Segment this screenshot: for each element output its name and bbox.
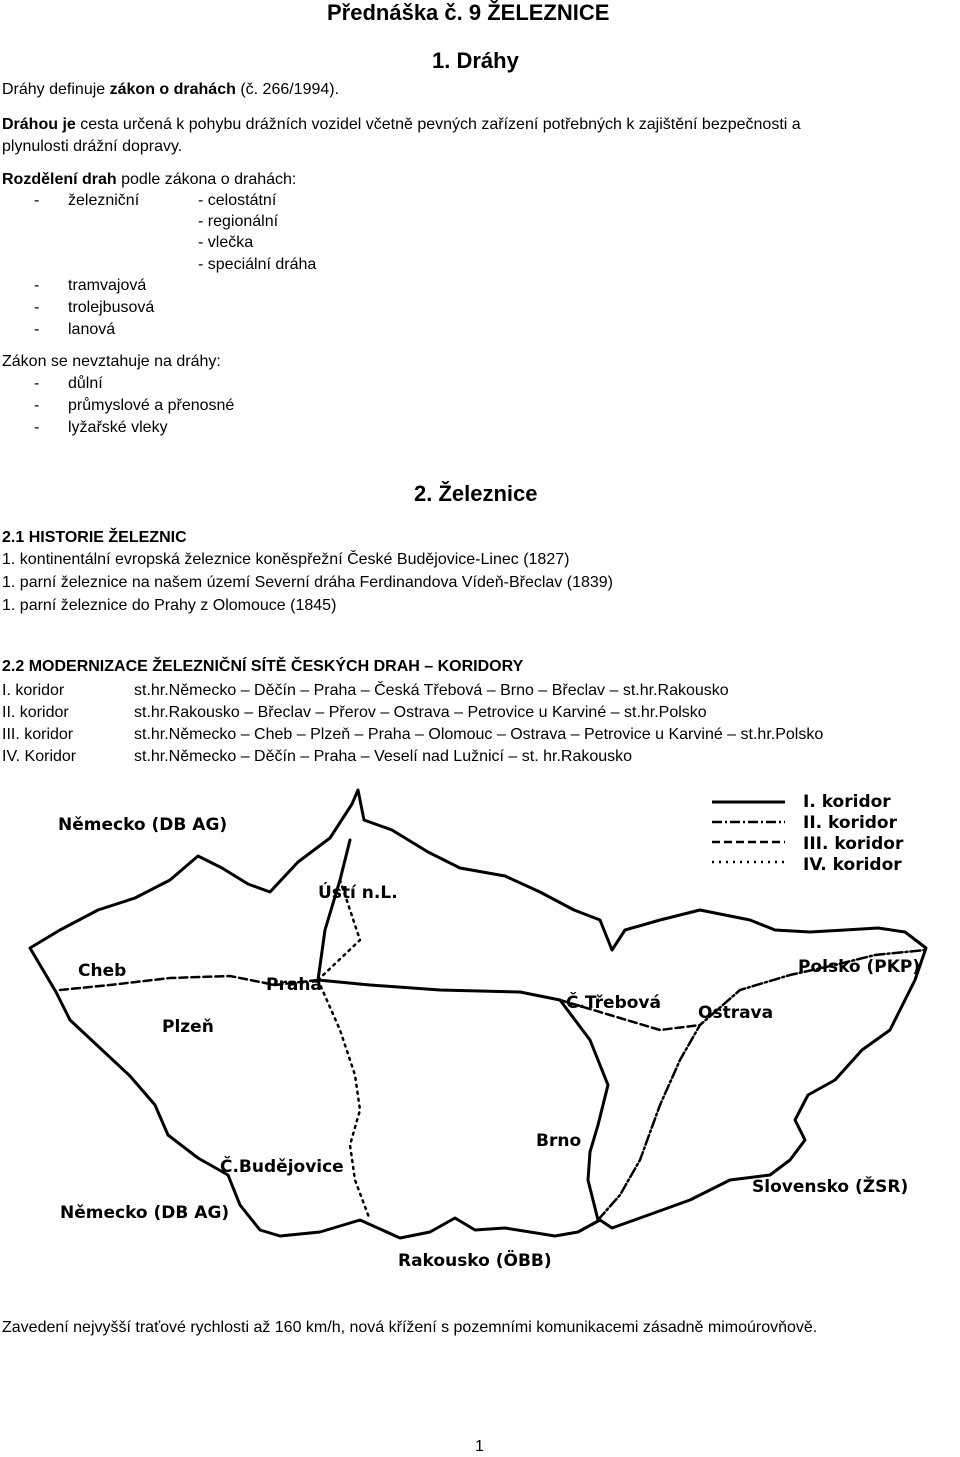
rail-definition-line-2: plynulosti drážní dopravy. (2, 138, 183, 155)
law-definition-line (2, 80, 339, 100)
bullet-dash: - (34, 375, 40, 392)
rail-type: tramvajová (68, 277, 147, 294)
exclusion-item: průmyslové a přenosné (68, 397, 235, 414)
map-label-germany-north: Německo (DB AG) (58, 815, 228, 835)
rail-subtype: - regionální (198, 213, 279, 230)
page-number: 1 (475, 1438, 484, 1455)
map-label-slovakia: Slovensko (ŽSR) (752, 1177, 909, 1197)
corridor-route: st.hr.Německo – Děčín – Praha – Veselí nad Lužnicí – st. hr.Rakousko (134, 748, 633, 765)
czech-republic-outline (30, 790, 926, 1238)
rail-subtype: - vlečka (198, 234, 254, 251)
corridor-route: st.hr.Německo – Děčín – Praha – Česká Třebová – Brno – Břeclav – st.hr.Rakousko (134, 682, 729, 699)
bullet-dash: - (34, 419, 40, 436)
section-2-heading: 2. Železnice (414, 481, 538, 506)
rail-type: trolejbusová (68, 299, 155, 316)
rail-definition-line-1 (2, 115, 801, 135)
history-item: 1. parní železnice na našem území Severní dráha Ferdinandova Vídeň-Břeclav (1839) (2, 574, 614, 591)
bullet-dash: - (34, 277, 40, 294)
rail-definition-text: cesta určená k pohybu drážních vozidel včetně pevných zařízení potřebných k zajištění bezpečnosti a (75, 116, 801, 133)
division-title (2, 170, 296, 190)
bullet-dash: - (34, 397, 40, 414)
bullet-dash: - (34, 299, 40, 316)
legend-label: IV. koridor (803, 855, 902, 875)
exclusions-title: Zákon se nevztahuje na dráhy: (2, 353, 221, 370)
division-title-bold: Rozdělení drah (2, 171, 117, 188)
corridor-label: I. koridor (2, 682, 65, 699)
map-label-ostrava: Ostrava (698, 1003, 774, 1023)
map-label-ceska-trebova: Č.Třebová (566, 993, 661, 1013)
section-1-heading: 1. Dráhy (432, 48, 519, 73)
legend-label: III. koridor (803, 834, 904, 854)
rail-definition-bold: Dráhou je (2, 116, 76, 133)
rail-subtype: - celostátní (198, 192, 277, 209)
map-label-germany-south: Německo (DB AG) (60, 1203, 230, 1223)
modernization-heading: 2.2 MODERNIZACE ŽELEZNIČNÍ SÍTĚ ČESKÝCH DRAH – KORIDORY (2, 658, 524, 675)
exclusion-item: důlní (68, 375, 103, 392)
rail-type: lanová (68, 321, 116, 338)
history-heading: 2.1 HISTORIE ŽELEZNIC (2, 529, 187, 546)
law-prefix: Dráhy definuje (2, 81, 110, 98)
corridor-label: IV. Koridor (2, 748, 77, 765)
legend-label: I. koridor (803, 792, 891, 812)
history-item: 1. parní železnice do Prahy z Olomouce (1845) (2, 597, 337, 614)
rail-subtype: - speciální dráha (198, 256, 317, 273)
lecture-title: Přednáška č. 9 ŽELEZNICE (327, 0, 610, 25)
legend-label: II. koridor (803, 813, 897, 833)
division-title-rest: podle zákona o drahách: (116, 171, 297, 188)
map-label-brno: Brno (536, 1131, 582, 1151)
exclusion-item: lyžařské vleky (68, 419, 168, 436)
history-item: 1. kontinentální evropská železnice koněspřežní České Budějovice-Linec (1827) (2, 551, 570, 568)
map-label-usti: Ústí n.L. (318, 883, 398, 903)
bullet-dash: - (34, 192, 40, 209)
corridor-4-line (318, 980, 370, 1220)
corridor-map (0, 780, 960, 1300)
law-number: (č. 266/1994). (235, 81, 340, 98)
corridor-route: st.hr.Německo – Cheb – Plzeň – Praha – Olomouc – Ostrava – Petrovice u Karviné – st.hr.Polsko (134, 726, 824, 743)
corridor-label: III. koridor (2, 726, 74, 743)
map-legend (712, 792, 904, 875)
rail-type-railway: železniční (68, 192, 140, 209)
speed-note: Zavedení nejvyšší traťové rychlosti až 160 km/h, nová křížení s pozemními komunikacemi zásadně mimoúrovňově. (2, 1319, 818, 1336)
map-label-cheb: Cheb (78, 961, 127, 981)
map-label-austria: Rakousko (ÖBB) (398, 1251, 552, 1271)
law-name: zákon o drahách (109, 81, 236, 98)
map-label-poland: Polsko (PKP) (798, 957, 921, 977)
corridor-label: II. koridor (2, 704, 69, 721)
map-label-ceske-budejovice: Č.Budějovice (220, 1157, 344, 1177)
corridor-route: st.hr.Rakousko – Břeclav – Přerov – Ostrava – Petrovice u Karviné – st.hr.Polsko (134, 704, 707, 721)
map-label-plzen: Plzeň (162, 1017, 214, 1037)
bullet-dash: - (34, 321, 40, 338)
map-label-praha: Praha (266, 975, 322, 995)
map-labels (58, 815, 920, 1271)
